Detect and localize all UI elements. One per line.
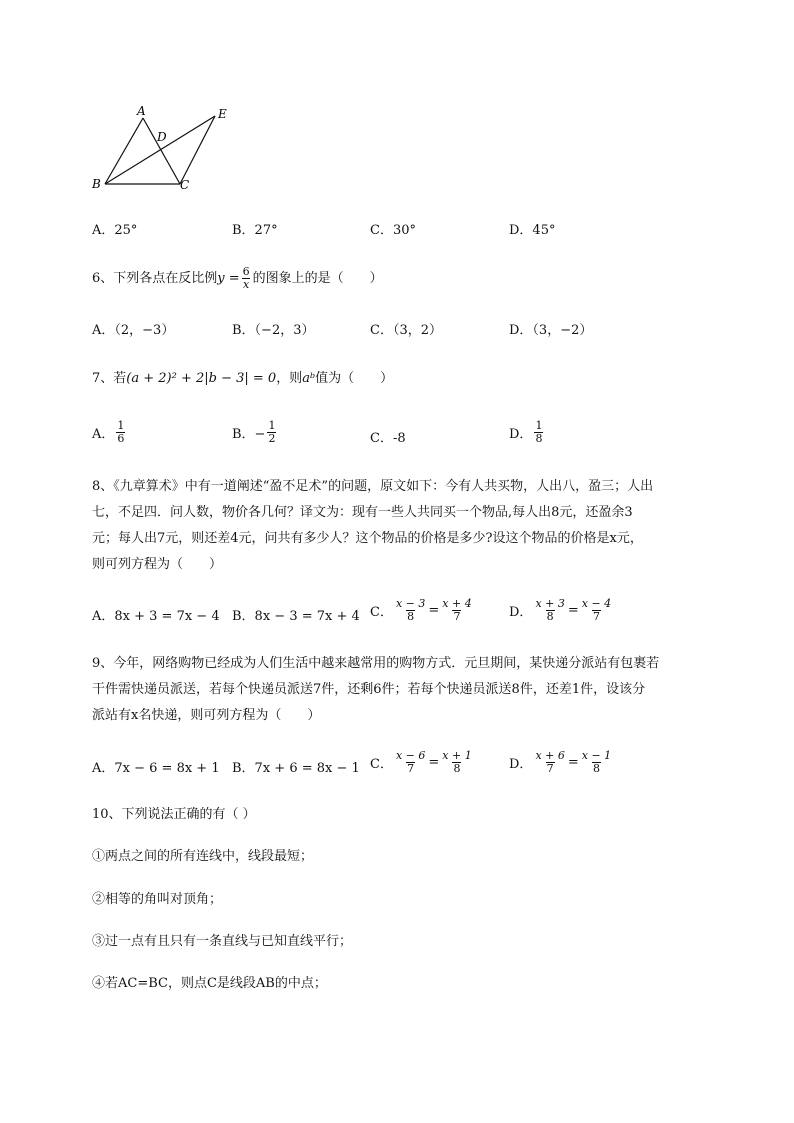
q8-option-c-frac-left: [395, 598, 426, 623]
q7-option-d: [509, 420, 545, 445]
q9-c-n1: x − 6: [395, 749, 426, 762]
q10-stem: 10、下列说法正确的有（ ）: [92, 807, 256, 822]
q7-option-b: [232, 420, 278, 445]
q6-option-a: A．（2，−3）: [92, 323, 175, 338]
q9-option-d-label: D．: [509, 757, 533, 772]
q7-option-c: C．-8: [370, 431, 406, 446]
label-e: E: [218, 107, 227, 121]
q8-d-d1: 8: [546, 610, 554, 623]
q7-option-d-label: D．: [509, 427, 533, 442]
q8-c-d1: 8: [407, 610, 415, 623]
label-a: A: [137, 104, 146, 118]
q6-option-b: B．（−2，3）: [232, 323, 315, 338]
q5-option-a: A．25°: [92, 223, 138, 238]
q7-suffix: 值为（ ）: [315, 371, 394, 386]
q7-option-a-fraction: [116, 420, 125, 445]
q6-fraction: [242, 266, 251, 291]
q9-option-c-frac-left: [395, 750, 426, 775]
q7-option-a-label: A．: [92, 427, 115, 442]
q7-option-d-fraction: [534, 420, 543, 445]
q9-d-d1: 7: [546, 762, 554, 775]
q6-stem: [92, 266, 383, 291]
segment-be: [105, 116, 215, 184]
q7-prefix: 7、若: [92, 371, 127, 386]
triangle-figure: [85, 100, 245, 195]
q9-d-n1: x + 6: [535, 749, 565, 762]
q8-d-d2: 7: [592, 610, 600, 623]
q7-option-b-label: B．−: [232, 427, 266, 442]
segment-ac: [143, 118, 180, 184]
q8-d-n2: x − 4: [581, 597, 612, 610]
q7-power: aᵇ: [302, 371, 316, 386]
q8-line-1: 8、《九章算术》中有一道阐述“盈不足术”的问题，原文如下：今有人共买物，人出八，盈三；人出: [92, 479, 654, 494]
q8-option-a: A．8x + 3 = 7x − 4: [92, 609, 220, 624]
q7-option-b-num: 1: [268, 419, 276, 432]
q8-option-d-frac-right: [581, 598, 612, 623]
q8-stem: [92, 474, 782, 578]
q7-option-a: [92, 420, 127, 445]
q8-d-n1: x + 3: [535, 597, 565, 610]
q7-option-d-den: 8: [535, 432, 543, 445]
q7-option-b-fraction: [267, 420, 276, 445]
q6-denominator: x: [243, 278, 250, 291]
q6-suffix: 的图象上的是（ ）: [252, 270, 383, 286]
q8-option-d: D． $\frac{x + 3}{8}$ = $\frac{x - 4}{7}$: [509, 597, 612, 623]
q8-option-c: C． $\frac{x - 3}{8}$ = $\frac{x + 4}{7}$: [370, 597, 472, 623]
q9-option-d-frac-right: [581, 750, 612, 775]
q9-line-2: 干件需快递员派送，若每个快递员派送7件，还剩6件；若每个快递员派送8件，还差1件，设该分: [92, 682, 646, 697]
q8-option-d-label: D．: [509, 605, 533, 620]
q7-equation: (a + 2)² + 2|b − 3| = 0: [126, 371, 277, 386]
q9-option-a: A．7x − 6 = 8x + 1: [92, 761, 220, 776]
q9-option-c-frac-right: [441, 750, 472, 775]
q8-option-b: B．8x − 3 = 7x + 4: [232, 609, 360, 624]
q6-numerator: 6: [242, 265, 250, 278]
q9-option-c: C． $\frac{x - 6}{7}$ = $\frac{x + 1}{8}$: [370, 749, 472, 775]
q9-option-d-frac-left: [534, 750, 565, 775]
q9-d-d2: 8: [592, 762, 600, 775]
q8-c-d2: 7: [453, 610, 461, 623]
q7-option-d-num: 1: [535, 419, 543, 432]
label-d: D: [157, 130, 167, 144]
q7-mid: ，则: [276, 371, 303, 386]
q10-item-3: ③过一点有且只有一条直线与已知直线平行；: [92, 934, 353, 949]
q9-c-d1: 7: [407, 762, 415, 775]
q9-d-n2: x − 1: [581, 749, 612, 762]
q8-option-c-label: C．: [370, 605, 393, 620]
label-c: C: [180, 178, 190, 192]
q6-option-c: C．（3，2）: [370, 323, 442, 338]
q9-c-n2: x + 1: [442, 749, 472, 762]
q8-option-d-frac-left: [534, 598, 565, 623]
q6-prefix: 6、下列各点在反比例: [92, 270, 218, 286]
q6-option-d: D．（3，−2）: [509, 323, 593, 338]
q10-item-2: ②相等的角叫对顶角；: [92, 892, 223, 907]
q8-c-n2: x + 4: [442, 597, 472, 610]
segment-ab: [105, 118, 143, 184]
q8-c-n1: x − 3: [395, 597, 426, 610]
q7-option-a-den: 6: [117, 432, 125, 445]
q10-item-4: ④若AC=BC，则点C是线段AB的中点；: [92, 976, 327, 991]
q6-func-lhs: y =: [217, 270, 240, 286]
q5-option-d: D．45°: [509, 223, 556, 238]
q9-c-d2: 8: [453, 762, 461, 775]
q5-option-c: C．30°: [370, 223, 416, 238]
q9-line-1: 9、今年，网络购物已经成为人们生活中越来越常用的购物方式．元旦期间，某快递分派站有包裹若: [92, 656, 660, 671]
q8-line-2: 七，不足四．问人数，物价各几何？译文为：现有一些人共同买一个物品,每人出8元，还盈余3: [92, 505, 633, 520]
q9-stem: [92, 651, 782, 729]
q8-line-3: 元；每人出7元，则还差4元，问共有多少人？这个物品的价格是多少?设这个物品的价格是x元，: [92, 531, 643, 546]
q9-line-3: 派站有x名快递，则可列方程为（ ）: [92, 708, 321, 723]
q7-option-a-num: 1: [117, 419, 125, 432]
q5-option-b: B．27°: [232, 223, 278, 238]
q9-option-b: B．7x + 6 = 8x − 1: [232, 761, 360, 776]
q9-option-c-label: C．: [370, 757, 393, 772]
q8-line-4: 则可列方程为（ ）: [92, 557, 223, 572]
q7-stem: [92, 369, 393, 389]
q7-option-b-den: 2: [268, 432, 276, 445]
q10-item-1: ①两点之间的所有连线中，线段最短；: [92, 849, 314, 864]
label-b: B: [92, 177, 101, 191]
q8-option-c-frac-right: [441, 598, 472, 623]
q9-option-d: D． $\frac{x + 6}{7}$ = $\frac{x - 1}{8}$: [509, 749, 612, 775]
